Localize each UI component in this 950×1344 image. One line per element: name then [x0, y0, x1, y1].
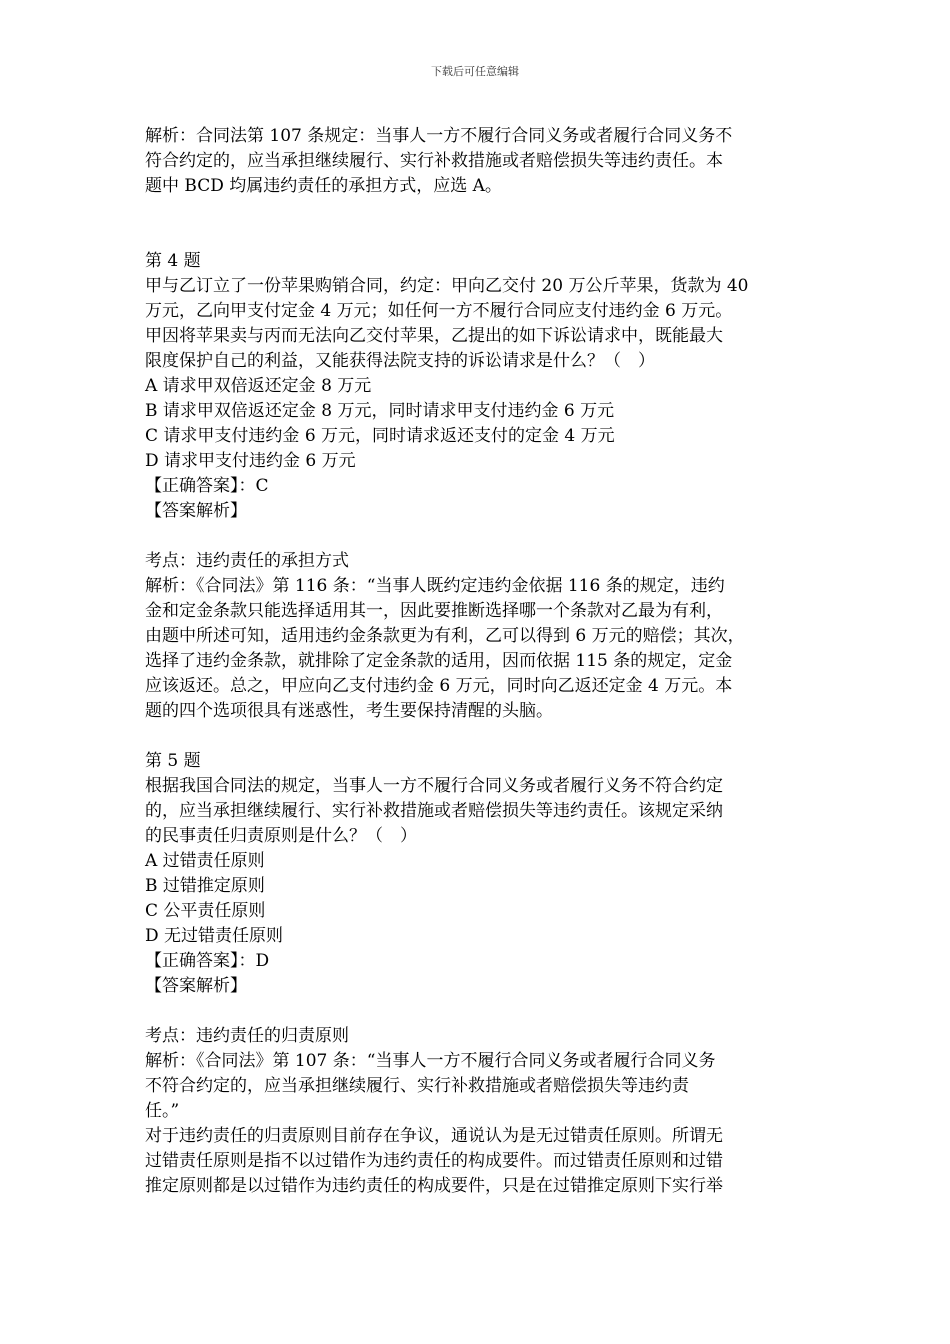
analysis-line: 解析：合同法第 107 条规定：当事人一方不履行合同义务或者履行合同义务不: [145, 126, 733, 146]
question-stem-line: 甲因将苹果卖与丙而无法向乙交付苹果，乙提出的如下诉讼请求中，既能最大: [145, 326, 723, 346]
question-title: 第 5 题: [145, 751, 201, 771]
analysis-line: 对于违约责任的归责原则目前存在争议，通说认为是无过错责任原则。所谓无: [145, 1126, 723, 1146]
question-4: [145, 249, 813, 724]
analysis-line: 选择了违约金条款，就排除了定金条款的适用，因而依据 115 条的规定，定金: [145, 651, 733, 671]
previous-analysis: [145, 124, 813, 199]
option-b: B 过错推定原则: [145, 876, 265, 896]
analysis-line: 符合约定的，应当承担继续履行、实行补救措施或者赔偿损失等违约责任。本: [145, 151, 723, 171]
question-stem-line: 的，应当承担继续履行、实行补救措施或者赔偿损失等违约责任。该规定采纳: [145, 801, 723, 821]
analysis-line: 过错责任原则是指不以过错作为违约责任的构成要件。而过错责任原则和过错: [145, 1151, 723, 1171]
option-d: D 请求甲支付违约金 6 万元: [145, 451, 356, 471]
analysis-line: 不符合约定的，应当承担继续履行、实行补救措施或者赔偿损失等违约责: [145, 1076, 689, 1096]
analysis-line: 应该返还。总之，甲应向乙支付违约金 6 万元，同时向乙返还定金 4 万元。本: [145, 676, 733, 696]
question-stem-line: 根据我国合同法的规定，当事人一方不履行合同义务或者履行义务不符合约定: [145, 776, 723, 796]
question-stem-line: 甲与乙订立了一份苹果购销合同，约定：甲向乙交付 20 万公斤苹果，货款为 40: [145, 276, 749, 296]
option-c: C 公平责任原则: [145, 901, 266, 921]
analysis-line: 解析：《合同法》第 107 条：“当事人一方不履行合同义务或者履行合同义务: [145, 1051, 716, 1071]
option-d: D 无过错责任原则: [145, 926, 284, 946]
option-c: C 请求甲支付违约金 6 万元，同时请求返还支付的定金 4 万元: [145, 426, 615, 446]
correct-answer: 【正确答案】：C: [145, 476, 269, 496]
page-header: 下载后可任意编辑: [431, 65, 519, 78]
analysis-label: 【答案解析】: [145, 976, 247, 996]
option-a: A 过错责任原则: [145, 851, 265, 871]
correct-answer: 【正确答案】：D: [145, 951, 270, 971]
analysis-line: 金和定金条款只能选择适用其一，因此要推断选择哪一个条款对乙最为有利，: [145, 601, 723, 621]
analysis-label: 【答案解析】: [145, 501, 247, 521]
question-stem-line: 万元，乙向甲支付定金 4 万元；如任何一方不履行合同应支付违约金 6 万元。: [145, 301, 733, 321]
analysis-topic: 考点：违约责任的承担方式: [145, 551, 349, 571]
question-stem-line: 限度保护自己的利益，又能获得法院支持的诉讼请求是什么？（ ）: [145, 351, 655, 371]
analysis-line: 任。”: [145, 1101, 180, 1121]
option-b: B 请求甲双倍返还定金 8 万元，同时请求甲支付违约金 6 万元: [145, 401, 615, 421]
document-body: [145, 124, 813, 1199]
analysis-line: 推定原则都是以过错作为违约责任的构成要件，只是在过错推定原则下实行举: [145, 1176, 723, 1196]
analysis-line: 题中 BCD 均属违约责任的承担方式，应选 A。: [145, 176, 502, 196]
analysis-line: 解析：《合同法》第 116 条：“当事人既约定违约金依据 116 条的规定，违约: [145, 576, 725, 596]
question-stem-line: 的民事责任归责原则是什么？（ ）: [145, 826, 417, 846]
question-5: [145, 749, 813, 1199]
analysis-line: 题的四个选项很具有迷惑性，考生要保持清醒的头脑。: [145, 701, 553, 721]
option-a: A 请求甲双倍返还定金 8 万元: [145, 376, 372, 396]
analysis-line: 由题中所述可知，适用违约金条款更为有利，乙可以得到 6 万元的赔偿；其次，: [145, 626, 745, 646]
analysis-topic: 考点：违约责任的归责原则: [145, 1026, 349, 1046]
question-title: 第 4 题: [145, 251, 201, 271]
